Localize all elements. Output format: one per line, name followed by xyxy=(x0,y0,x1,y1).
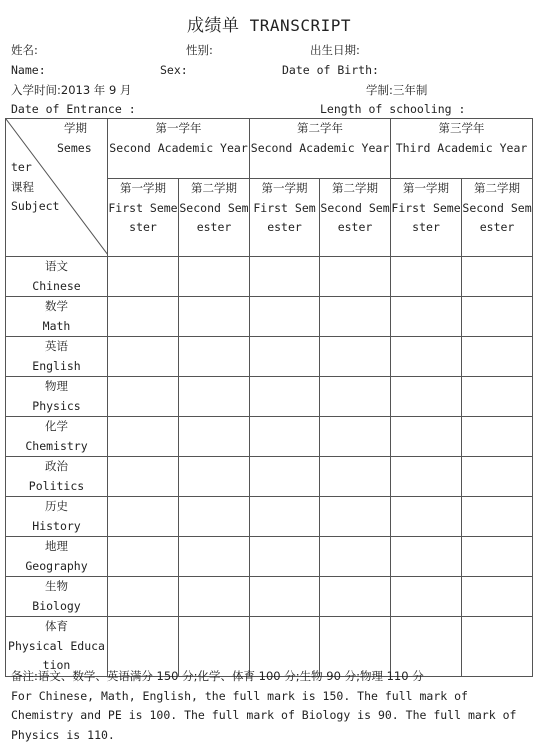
grade-cell xyxy=(250,377,320,417)
corner-subject-cn: 课程 xyxy=(11,178,34,198)
grade-cell xyxy=(108,297,179,337)
corner-header-cell xyxy=(6,119,108,257)
grade-cell xyxy=(108,457,179,497)
subject-label-en: Biology xyxy=(6,597,107,617)
year-label-cn: 第三学年 xyxy=(391,119,532,139)
grade-cell xyxy=(250,457,320,497)
year-header xyxy=(250,119,391,179)
grade-cell xyxy=(320,417,391,457)
grade-cell xyxy=(250,417,320,457)
subject-label-cn: 化学 xyxy=(6,417,107,437)
table-row xyxy=(6,377,533,417)
subject-cell xyxy=(6,257,108,297)
name-label-cn: 姓名: xyxy=(11,42,38,58)
grade-cell xyxy=(462,577,533,617)
semester-label-cn: 第一学期 xyxy=(250,179,319,199)
grade-cell xyxy=(462,377,533,417)
subject-label-en: Chemistry xyxy=(6,437,107,457)
subject-cell xyxy=(6,377,108,417)
grade-cell xyxy=(179,337,250,377)
grade-cell xyxy=(320,337,391,377)
semester-label-en: First Semester xyxy=(108,199,178,238)
subject-label-cn: 物理 xyxy=(6,377,107,397)
grade-cell xyxy=(391,257,462,297)
subject-label-cn: 语文 xyxy=(6,257,107,277)
year-label-cn: 第二学年 xyxy=(250,119,390,139)
semester-label-cn: 第二学期 xyxy=(320,179,390,199)
grade-cell xyxy=(462,257,533,297)
grade-cell xyxy=(250,577,320,617)
semester-label-cn: 第二学期 xyxy=(462,179,532,199)
semester-label-en: First Semester xyxy=(391,199,461,238)
subject-cell xyxy=(6,417,108,457)
grade-cell xyxy=(108,577,179,617)
grade-cell xyxy=(462,497,533,537)
subject-cell xyxy=(6,497,108,537)
title-cn: 成绩单 xyxy=(187,16,240,36)
subject-label-en: Politics xyxy=(6,477,107,497)
subject-cell xyxy=(6,457,108,497)
table-row xyxy=(6,417,533,457)
subject-label-en: English xyxy=(6,357,107,377)
table-row xyxy=(6,497,533,537)
schooling-label-cn: 学制:三年制 xyxy=(366,82,427,98)
year-header xyxy=(108,119,250,179)
table-row xyxy=(6,257,533,297)
schooling-label-en: Length of schooling : xyxy=(320,102,465,116)
subject-label-en: Geography xyxy=(6,557,107,577)
grade-cell xyxy=(320,457,391,497)
subject-label-en: History xyxy=(6,517,107,537)
semester-label-cn: 第一学期 xyxy=(108,179,178,199)
grade-cell xyxy=(391,457,462,497)
grade-cell xyxy=(250,497,320,537)
semester-label-cn: 第一学期 xyxy=(391,179,461,199)
grade-cell xyxy=(179,417,250,457)
corner-semester-en-2: ter xyxy=(11,158,32,178)
grade-cell xyxy=(320,537,391,577)
grade-cell xyxy=(391,577,462,617)
grade-cell xyxy=(391,377,462,417)
grade-cell xyxy=(250,537,320,577)
year-header xyxy=(391,119,533,179)
grade-cell xyxy=(108,497,179,537)
subject-cell xyxy=(6,337,108,377)
grade-cell xyxy=(391,337,462,377)
grade-cell xyxy=(320,257,391,297)
subject-label-cn: 历史 xyxy=(6,497,107,517)
subject-cell xyxy=(6,537,108,577)
birth-label-cn: 出生日期: xyxy=(310,42,360,58)
entrance-label-en: Date of Entrance : xyxy=(11,102,136,116)
corner-semester-cn: 学期 xyxy=(64,119,87,139)
title-en: TRANSCRIPT xyxy=(250,16,351,35)
grade-cell xyxy=(462,297,533,337)
semester-label-en: Second Semester xyxy=(462,199,532,238)
gender-label-cn: 性别: xyxy=(186,42,213,58)
semester-label-cn: 第二学期 xyxy=(179,179,249,199)
grade-cell xyxy=(108,337,179,377)
subject-cell xyxy=(6,577,108,617)
subject-label-cn: 体育 xyxy=(6,617,107,637)
grade-cell xyxy=(320,497,391,537)
grade-cell xyxy=(391,537,462,577)
semester-header xyxy=(320,179,391,257)
subject-label-cn: 地理 xyxy=(6,537,107,557)
grade-cell xyxy=(179,457,250,497)
semester-header xyxy=(391,179,462,257)
grade-cell xyxy=(108,377,179,417)
subject-label-cn: 英语 xyxy=(6,337,107,357)
birth-label-en: Date of Birth: xyxy=(282,63,379,77)
notes-block xyxy=(11,667,531,745)
grade-cell xyxy=(320,377,391,417)
year-label-en: Third Academic Year xyxy=(391,139,532,159)
subject-label-en: Chinese xyxy=(6,277,107,297)
entrance-label-cn: 入学时间:2013 年 9 月 xyxy=(11,82,131,98)
grade-cell xyxy=(108,417,179,457)
grade-cell xyxy=(462,457,533,497)
grade-cell xyxy=(462,417,533,457)
notes-cn: 备注:语文、数学、英语满分 150 分;化学、体育 100 分;生物 90 分;物理 110 分 xyxy=(11,667,531,687)
year-label-en: Second Academic Year xyxy=(250,139,390,159)
grade-cell xyxy=(108,537,179,577)
semester-header xyxy=(179,179,250,257)
grade-cell xyxy=(462,337,533,377)
semester-label-en: Second Semester xyxy=(320,199,390,238)
year-label-en: Second Academic Year xyxy=(108,139,249,159)
corner-subject-en: Subject xyxy=(11,197,59,217)
transcript-table xyxy=(5,118,533,677)
grade-cell xyxy=(250,297,320,337)
subject-label-en: Math xyxy=(6,317,107,337)
table-row xyxy=(6,337,533,377)
table-row xyxy=(6,297,533,337)
notes-en: For Chinese, Math, English, the full mark is 150. The full mark of Chemistry and PE is 100. The full mark of Biology is 90. The full mark of Physics is 110. xyxy=(11,687,531,745)
grade-cell xyxy=(179,497,250,537)
table-row xyxy=(6,537,533,577)
grade-cell xyxy=(320,577,391,617)
sex-label-en: Sex: xyxy=(160,63,188,77)
subject-label-cn: 政治 xyxy=(6,457,107,477)
subject-label-cn: 数学 xyxy=(6,297,107,317)
subject-label-en: Physical Education xyxy=(6,637,107,676)
grade-cell xyxy=(179,257,250,297)
grade-cell xyxy=(179,377,250,417)
corner-semester-en-1: Semes xyxy=(57,139,92,159)
grade-cell xyxy=(462,537,533,577)
subject-rows xyxy=(6,257,533,677)
grade-cell xyxy=(108,257,179,297)
subject-label-en: Physics xyxy=(6,397,107,417)
grade-cell xyxy=(391,497,462,537)
name-label-en: Name: xyxy=(11,63,46,77)
grade-cell xyxy=(179,297,250,337)
semester-header xyxy=(108,179,179,257)
semester-label-en: First Semester xyxy=(250,199,319,238)
grade-cell xyxy=(179,537,250,577)
table-row xyxy=(6,457,533,497)
grade-cell xyxy=(179,577,250,617)
year-label-cn: 第一学年 xyxy=(108,119,249,139)
semester-label-en: Second Semester xyxy=(179,199,249,238)
grade-cell xyxy=(250,337,320,377)
grade-cell xyxy=(391,417,462,457)
grade-cell xyxy=(391,297,462,337)
subject-label-cn: 生物 xyxy=(6,577,107,597)
grade-cell xyxy=(320,297,391,337)
subject-cell xyxy=(6,297,108,337)
semester-header xyxy=(462,179,533,257)
grade-cell xyxy=(250,257,320,297)
table-row xyxy=(6,577,533,617)
semester-header xyxy=(250,179,320,257)
page-title xyxy=(0,11,538,36)
